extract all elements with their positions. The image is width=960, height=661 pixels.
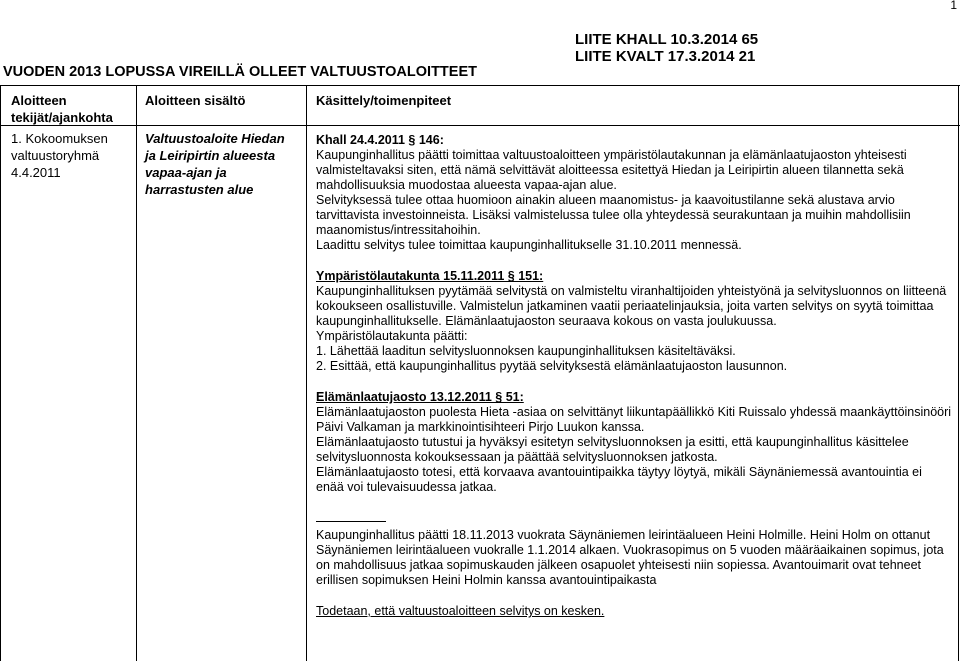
attachment-reference [575, 31, 758, 65]
initiator-date: 4.4.2011 [11, 165, 61, 180]
section-paragraph: Kaupunginhallituksen pyytämää selvitystä on valmisteltu viranhaltijoiden yhteistyönä ja selvitysluonnos on liitteenä kokoukseen osallistuville. Valmistelun jatkaminen vaatii periaatelinjauksia, joita varten selvitys on syytä toimittaa kaupunginhallitukselle. Elämänlaatujaoston seuraava kokous on vasta joulukuussa. [316, 284, 947, 328]
section-paragraph: 1. Lähettää laaditun selvitysluonnoksen kaupunginhallituksen käsiteltäväksi. [316, 344, 736, 358]
header-initiator: Aloitteen tekijät/ajankohta [11, 93, 113, 125]
section-heading: Khall 24.4.2011 § 146: [316, 133, 444, 147]
processing-cell [316, 133, 952, 619]
column-divider-2 [306, 85, 307, 661]
header-processing: Käsittely/toimenpiteet [316, 93, 452, 108]
section-paragraph: Elämänlaatujaosto tutustui ja hyväksyi esitetyn selvitysluonnoksen ja esitti, että kaupunginhallitus käsittelee selvitysluonnosta kokouksessaan ja päättää selvitysluonnoksen jatkosta. [316, 435, 909, 464]
section-paragraph: Selvityksessä tulee ottaa huomioon ainakin alueen maanomistus- ja kaavoitustilanne sekä alustava arvio tarvittavista investoinneista. Lisäksi valmistelussa tulee olla yhteydessä seurakuntaan ja muihin mahdollisiin maanomistus/intressitahoihin. [316, 193, 911, 237]
table-left-border [0, 85, 1, 661]
liite-khall: LIITE KHALL 10.3.2014 65 [575, 31, 759, 48]
column-divider-1 [136, 85, 137, 661]
section-gap [316, 374, 952, 390]
section-paragraph: Todetaan, että valtuustoaloitteen selvitys on kesken. [316, 604, 605, 618]
document-title: VUODEN 2013 LOPUSSA VIREILLÄ OLLEET VALTUUSTOALOITTEET [3, 64, 477, 80]
section-paragraph: Kaupunginhallitus päätti 18.11.2013 vuokrata Säynäniemen leirintäalueen Heini Holmille. Heini Holm on ottanut Säynäniemen leirintäalueen vuokralle 1.1.2014 alkaen. Vuokrasopimus on 5 vuoden määräaikainen sopimus, jota on mahdollisuus jatkaa sopimuskauden jälkeen osapuolet yhteisesti niin sopiessa. Avantouimarit ovat tehneet erillisen sopimuksen Heini Holmin kanssa avantouintipaikasta [316, 528, 944, 587]
section-gap [316, 588, 952, 604]
section-gap [316, 253, 952, 269]
section-paragraph: Elämänlaatujaosto totesi, että korvaava avantouintipaikka täytyy löytyä, mikäli Säynäniemessä avantouintia ei enää voi tulevaisuudessa jatkaa. [316, 465, 922, 494]
header-content: Aloitteen sisältö [145, 93, 246, 108]
page-number: 1 [950, 0, 957, 12]
section-paragraph: Elämänlaatujaoston puolesta Hieta -asiaa on selvittänyt liikuntapäällikkö Kiti Ruissalo yhdessä maankäyttöinsinööri Päivi Valkaman ja markkinointisihteeri Pirjo Luukon kanssa. [316, 405, 952, 434]
section-paragraph: Kaupunginhallitus päätti toimittaa valtuustoaloitteen ympäristölautakunnan ja elämänlaatujaoston yhteisesti valmisteltavaksi siten, että nämä selvittävät aloitteessa esitettyä Hiedan ja Leiripirtin alueen tilannetta sekä mahdollisuuksia muodostaa alueesta vapaa-ajan alue. [316, 148, 907, 192]
section-paragraph: Ympäristölautakunta päätti: [316, 329, 468, 343]
table-right-border [958, 85, 959, 661]
section-heading: Elämänlaatujaosto 13.12.2011 § 51: [316, 390, 524, 404]
separator-line [316, 511, 386, 522]
initiative-content: Valtuustoaloite Hiedan ja Leiripirtin alueesta vapaa-ajan ja harrastusten alue [145, 131, 285, 197]
processing-section [316, 390, 952, 495]
processing-section [316, 511, 952, 588]
initiator-cell [11, 130, 129, 181]
header-row-border [0, 125, 960, 126]
section-paragraph: 2. Esittää, että kaupunginhallitus pyytää selvityksestä elämänlaatujaoston lausunnon. [316, 359, 788, 373]
section-heading: Ympäristölautakunta 15.11.2011 § 151: [316, 269, 544, 283]
section-gap [316, 495, 952, 511]
processing-section [316, 133, 952, 253]
processing-section [316, 269, 952, 374]
table-top-border [0, 85, 960, 86]
liite-kvalt: LIITE KVALT 17.3.2014 21 [575, 48, 756, 65]
initiator-name: 1. Kokoomuksen valtuustoryhmä [11, 131, 108, 163]
processing-section [316, 604, 952, 619]
section-paragraph: Laadittu selvitys tulee toimittaa kaupunginhallitukselle 31.10.2011 mennessä. [316, 238, 742, 252]
